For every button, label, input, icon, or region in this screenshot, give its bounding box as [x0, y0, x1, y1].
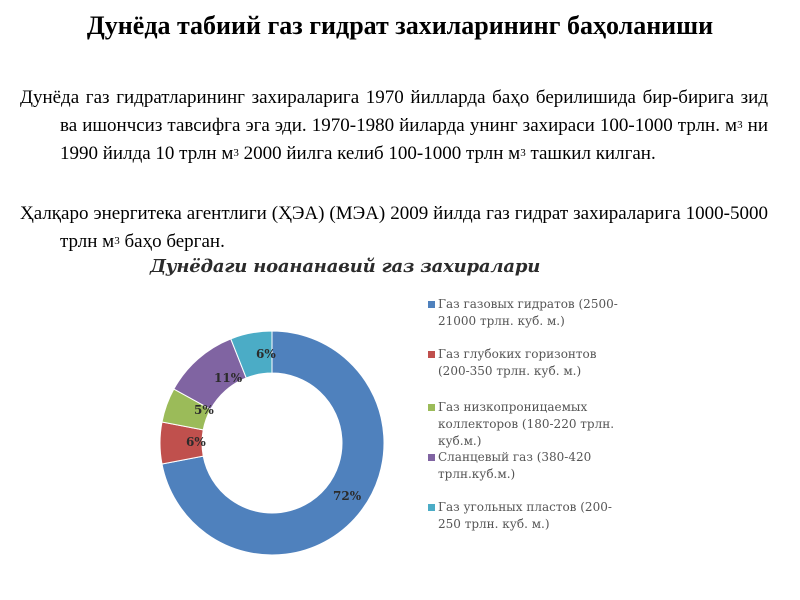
legend-label-1: Газ глубоких горизонтов (200-350 трлн. куб. м.) — [438, 347, 597, 378]
legend-swatch-3 — [428, 454, 435, 461]
p1-text-4: ташкил килган. — [525, 143, 656, 164]
legend-label-3: Сланцевый газ (380-420 трлн.куб.м.) — [438, 450, 592, 481]
legend-label-0: Газ газовых гидратов (2500-21000 трлн. куб. м.) — [438, 297, 618, 328]
legend-swatch-0 — [428, 301, 435, 308]
donut-slice-label-3: 11% — [214, 371, 243, 385]
legend-swatch-1 — [428, 351, 435, 358]
donut-slice-label-4: 6% — [256, 347, 276, 361]
legend-label-2: Газ низкопроницаемых коллекторов (180-220 трлн. куб.м.) — [438, 400, 615, 448]
legend-label-4: Газ угольных пластов (200-250 трлн. куб. м.) — [438, 500, 612, 531]
p2-text-2: баҳо берган. — [119, 231, 225, 252]
donut-slice-label-0: 72% — [333, 489, 362, 503]
p1-text-2: ни 1990 йилда 10 трлн м — [60, 115, 768, 164]
slide-title: Дунёда табиий газ гидрат захиларининг баҳоланиши — [86, 11, 714, 40]
p1-sup-2: 3 — [233, 147, 239, 159]
p2-sup-1: 3 — [114, 235, 120, 247]
legend-swatch-2 — [428, 404, 435, 411]
p1-sup-1: 3 — [737, 119, 743, 131]
p1-text-3: 2000 йилга келиб 100-1000 трлн м — [238, 143, 521, 164]
p1-text-1: Дунёда газ гидратларининг захираларига 1970 йилларда баҳо берилишида бир-бирига зид ва ишончсиз тавсифга эга эди. 1970-1980 йиларда унинг захираси 100-1000 трлн. м — [20, 87, 768, 136]
p1-sup-3: 3 — [520, 147, 526, 159]
donut-slice-label-1: 6% — [186, 435, 206, 449]
chart-title: Дунёдаги ноананавий газ захиралари — [150, 256, 541, 277]
p2-text-1: Ҳалқаро энергитека агентлиги (ҲЭА) (МЭА) 2009 йилда газ гидрат захираларига 1000-5000 трлн м — [20, 203, 768, 252]
legend-swatch-4 — [428, 504, 435, 511]
donut-slice-label-2: 5% — [194, 403, 214, 417]
